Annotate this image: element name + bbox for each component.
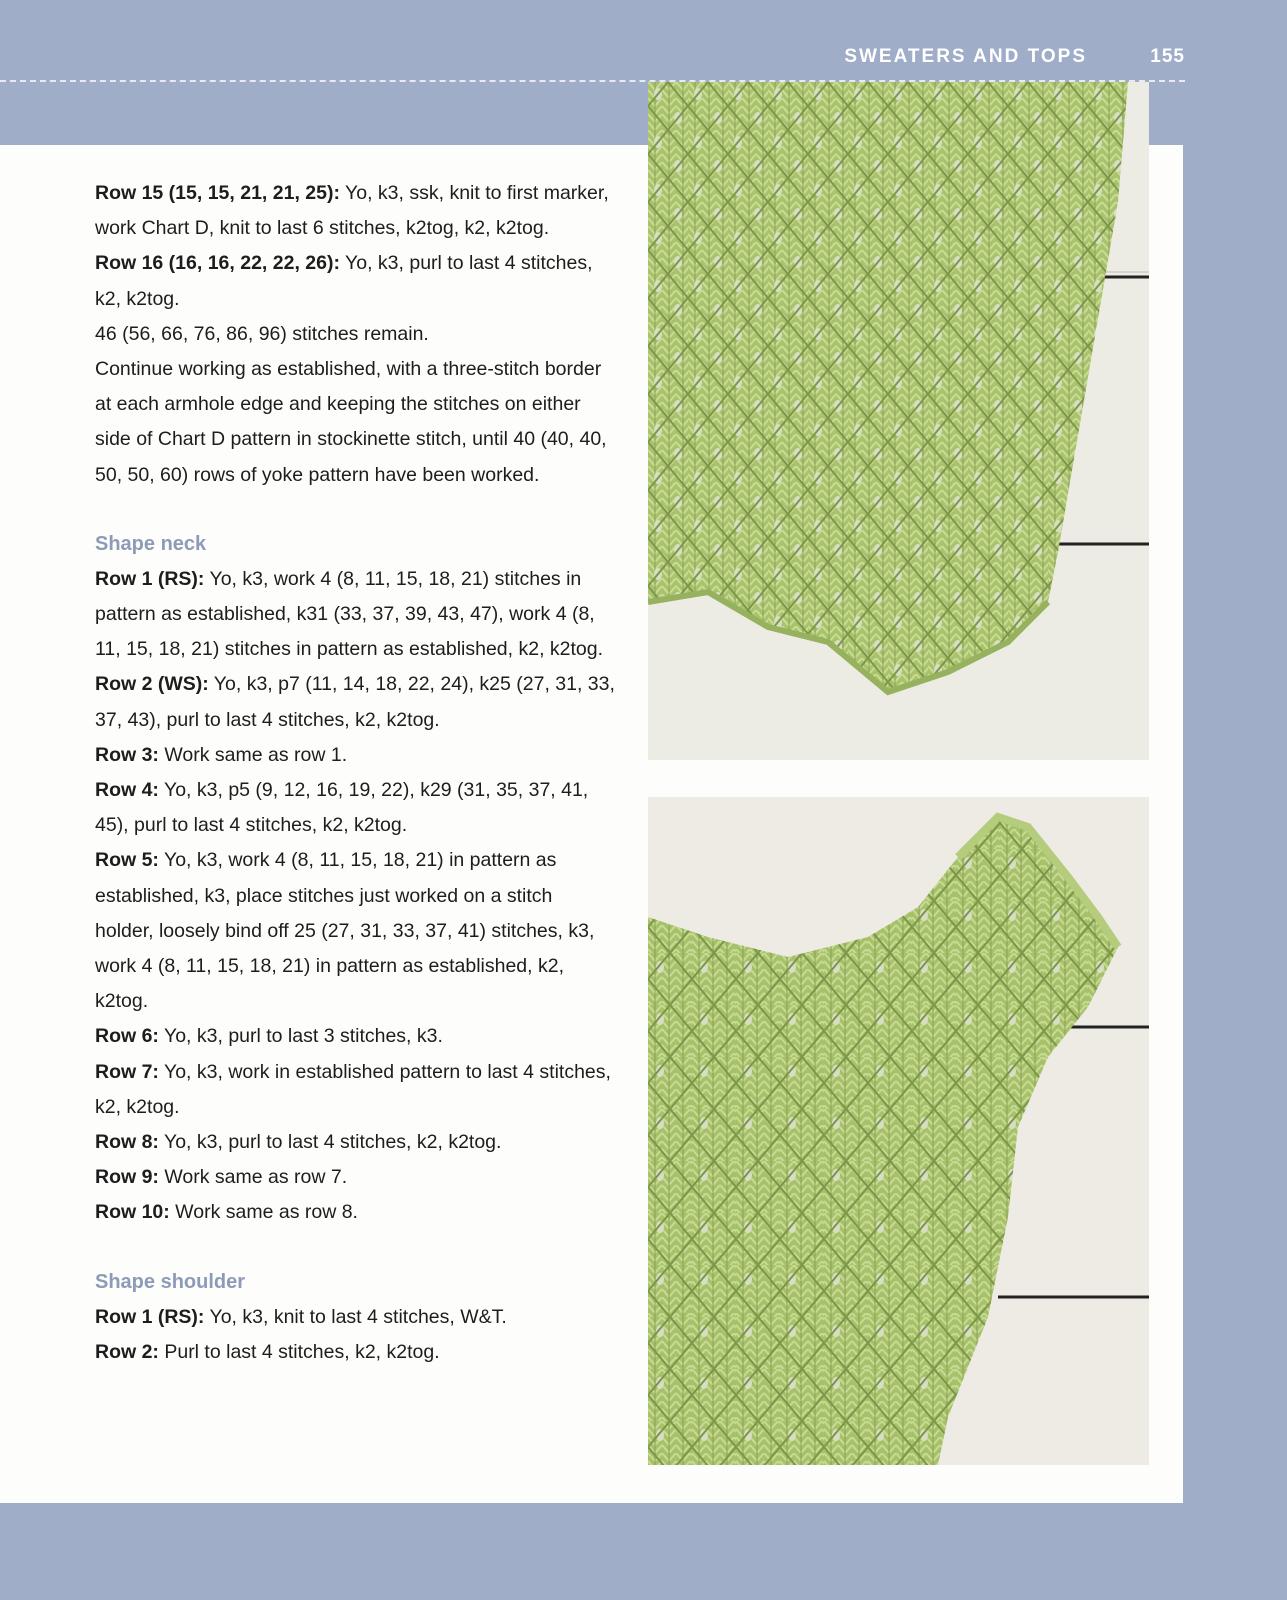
row-label: Row 8: xyxy=(95,1131,159,1154)
row-text: Yo, k3, knit to last 4 stitches, W&T. xyxy=(204,1305,507,1328)
shoulder-row-1 xyxy=(95,1300,615,1335)
shoulder-row-2 xyxy=(95,1335,615,1370)
row-text: Purl to last 4 stitches, k2, k2tog. xyxy=(158,1340,440,1363)
armhole-photo xyxy=(648,797,1149,1465)
row-label: Row 1 (RS): xyxy=(95,1305,205,1328)
instructions-column xyxy=(95,176,615,1370)
neck-row-9 xyxy=(95,1160,615,1195)
neck-row-7 xyxy=(95,1055,615,1125)
row-text: Yo, k3, ssk, knit to first marker, work Chart D, knit to last 6 stitches, k2tog, k2, k2tog. xyxy=(95,182,609,240)
stitch-count: 46 (56, 66, 76, 86, 96) stitches remain. xyxy=(95,322,429,345)
row-label: Row 3: xyxy=(95,743,159,766)
armhole-image xyxy=(648,797,1149,1465)
row-text: Yo, k3, p5 (9, 12, 16, 19, 22), k29 (31, 35, 37, 41, 45), purl to last 4 stitches, k2, k2tog. xyxy=(95,779,589,837)
neck-row-4 xyxy=(95,773,615,843)
row-text: Yo, k3, work 4 (8, 11, 15, 18, 21) stitches in pattern as established, k31 (33, 37, 39, 43, 47), work 4 (8, 11, 15, 18, 21) stitches in pattern as established, k2, k2tog. xyxy=(95,567,604,661)
lace-hem-photo xyxy=(648,82,1149,760)
instruction-row-16 xyxy=(95,246,615,316)
page-number: 155 xyxy=(1150,46,1185,67)
row-label: Row 16 (16, 16, 22, 22, 26): xyxy=(95,252,340,275)
shape-neck-rows xyxy=(95,562,615,1231)
row-label: Row 2 (WS): xyxy=(95,673,209,696)
shape-neck-heading: Shape neck xyxy=(95,532,207,555)
neck-row-1 xyxy=(95,562,615,668)
row-label: Row 1 (RS): xyxy=(95,567,205,590)
row-text: Work same as row 8. xyxy=(169,1201,358,1224)
row-label: Row 9: xyxy=(95,1166,159,1189)
row-label: Row 6: xyxy=(95,1025,159,1048)
neck-row-6 xyxy=(95,1019,615,1054)
row-text: Yo, k3, work 4 (8, 11, 15, 18, 21) in pattern as established, k3, place stitches just worked on a stitch holder, loosely bind off 25 (27, 31, 33, 37, 41) stitches, k3, work 4 (8, 11, 15, 18, 21) in pattern as established, k2, k2tog. xyxy=(95,849,595,1013)
neck-row-8 xyxy=(95,1125,615,1160)
row-text: Yo, k3, purl to last 3 stitches, k3. xyxy=(158,1025,443,1048)
row-text: Yo, k3, purl to last 4 stitches, k2, k2tog. xyxy=(95,252,593,310)
lace-hem-image xyxy=(648,82,1149,760)
row-text: Work same as row 1. xyxy=(158,743,348,766)
row-label: Row 15 (15, 15, 21, 21, 25): xyxy=(95,182,340,204)
shape-shoulder-heading: Shape shoulder xyxy=(95,1270,246,1293)
page-header xyxy=(0,0,1287,82)
row-text: Work same as row 7. xyxy=(158,1166,348,1189)
row-text: Yo, k3, p7 (11, 14, 18, 22, 24), k25 (27, 31, 33, 37, 43), purl to last 4 stitches, k2, k2tog. xyxy=(95,673,615,731)
neck-row-2 xyxy=(95,667,615,737)
neck-row-3 xyxy=(95,738,615,773)
row-text: Yo, k3, work in established pattern to last 4 stitches, k2, k2tog. xyxy=(95,1060,611,1118)
row-label: Row 4: xyxy=(95,779,159,802)
row-label: Row 5: xyxy=(95,849,159,872)
neck-row-10 xyxy=(95,1195,615,1230)
running-title: SWEATERS AND TOPS xyxy=(844,46,1087,67)
row-label: Row 10: xyxy=(95,1201,170,1224)
row-label: Row 2: xyxy=(95,1340,159,1363)
shape-shoulder-rows xyxy=(95,1300,615,1370)
row-label: Row 7: xyxy=(95,1060,159,1083)
continue-instructions: Continue working as established, with a three-stitch border at each armhole edge and keeping the stitches on either side of Chart D pattern in stockinette stitch, until 40 (40, 40, 50, 50, 60) rows of yoke pattern have been worked. xyxy=(95,358,607,486)
row-text: Yo, k3, purl to last 4 stitches, k2, k2tog. xyxy=(158,1131,502,1154)
neck-row-5 xyxy=(95,843,615,1019)
instruction-row-15 xyxy=(95,176,615,246)
